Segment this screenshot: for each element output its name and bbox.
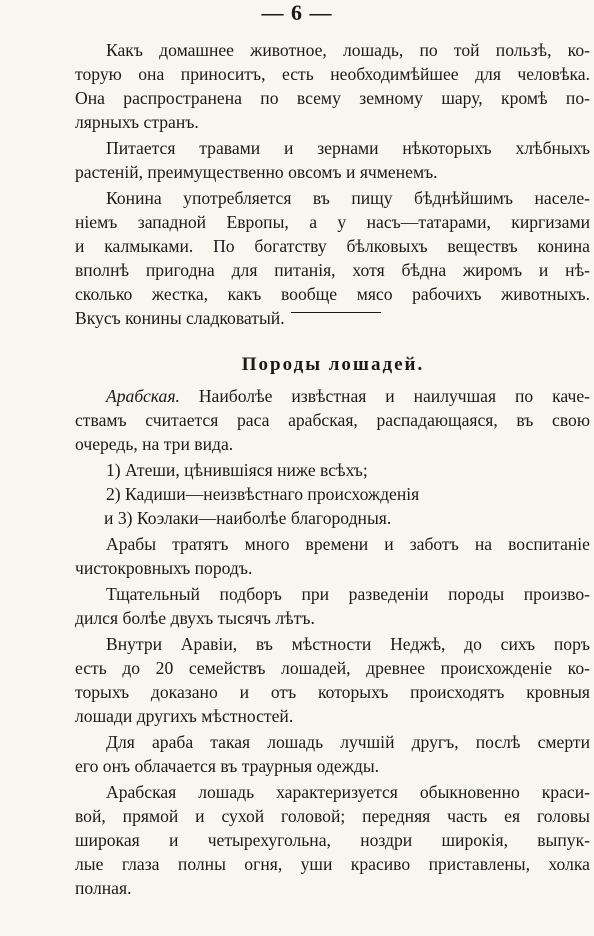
text-line: Внутри Аравіи, въ мѣстности Неджѣ, до сихъ поръ [106, 634, 590, 654]
text-line: Для араба такая лошадь лучшій другъ, послѣ смерти [106, 732, 590, 752]
text-line: полная. [75, 878, 132, 898]
page-number: — 6 — [261, 0, 333, 25]
arabian-label: Арабская. [106, 386, 180, 406]
text-line: широкая и четырехугольна, ноздри широкія, выпук- [75, 830, 590, 850]
text-line: есть до 20 семействъ лошадей, древнее происхожденіе ко- [75, 658, 590, 678]
text-line: Конина употребляется въ пищу бѣднѣйшимъ населе- [106, 188, 590, 208]
list-item: 1) Атеши, цѣнившіяся ниже всѣхъ; [106, 460, 368, 480]
text-line: Она распространена по всему земному шару, кромѣ по- [75, 88, 590, 108]
text-line: и калмыками. По богатству бѣлковыхъ веществъ конина [75, 236, 590, 256]
list-item: 2) Кадиши—неизвѣстнаго происхожденія [106, 484, 420, 504]
text-line: торыхъ доказано и отъ которыхъ происходятъ кровныя [75, 682, 590, 702]
text-line: лошади другихъ мѣстностей. [75, 706, 294, 726]
text-line: вполнѣ пригодна для питанія, хотя бѣдна жиромъ и нѣ- [75, 260, 590, 280]
text-span: Наиболѣе извѣстная и наилучшая по каче- [198, 386, 590, 406]
text-line: очередь, на три вида. [75, 434, 234, 454]
text-line: чистокровныхъ породъ. [75, 558, 253, 578]
text-line: Арабы тратятъ много времени и заботъ на воспитаніе [106, 534, 590, 554]
section-divider [291, 312, 381, 313]
text-line: Питается травами и зернами нѣкоторыхъ хлѣбныхъ [106, 138, 590, 158]
text-line: сколько жестка, какъ вообще мясо рабочихъ животныхъ. [75, 284, 590, 304]
list-item: и 3) Коэлаки—наиболѣе благородныя. [104, 508, 392, 528]
text-line: растеній, преимущественно овсомъ и ячменемъ. [75, 162, 438, 182]
text-line: лярныхъ странъ. [75, 112, 199, 132]
text-line: Вкусъ конины сладковатый. [75, 308, 285, 328]
text-line: лые глаза полны огня, уши красиво приставлены, холка [75, 854, 590, 874]
text-line: ніемъ западной Европы, а у насъ—татарами, киргизами [75, 212, 590, 232]
text-line: Арабская лошадь характеризуется обыкновенно краси- [106, 782, 590, 802]
text-line: вой, прямой и сухой головой; передняя часть ея головы [75, 806, 590, 826]
text-line: дился болѣе двухъ тысячъ лѣтъ. [75, 608, 315, 628]
text-line: Тщательный подборъ при разведеніи породы произво- [106, 584, 590, 604]
section-heading: Породы лошадей. [241, 354, 425, 375]
text-line: Какъ домашнее животное, лошадь, по той пользѣ, ко- [106, 40, 590, 60]
text-line: его онъ облачается въ траурныя одежды. [75, 756, 380, 776]
text-line: ствамъ считается раса арабская, распадающаяся, въ свою [75, 410, 590, 430]
text-line [106, 384, 590, 408]
text-line: торую она приноситъ, есть необходимѣйшее для человѣка. [75, 64, 590, 84]
